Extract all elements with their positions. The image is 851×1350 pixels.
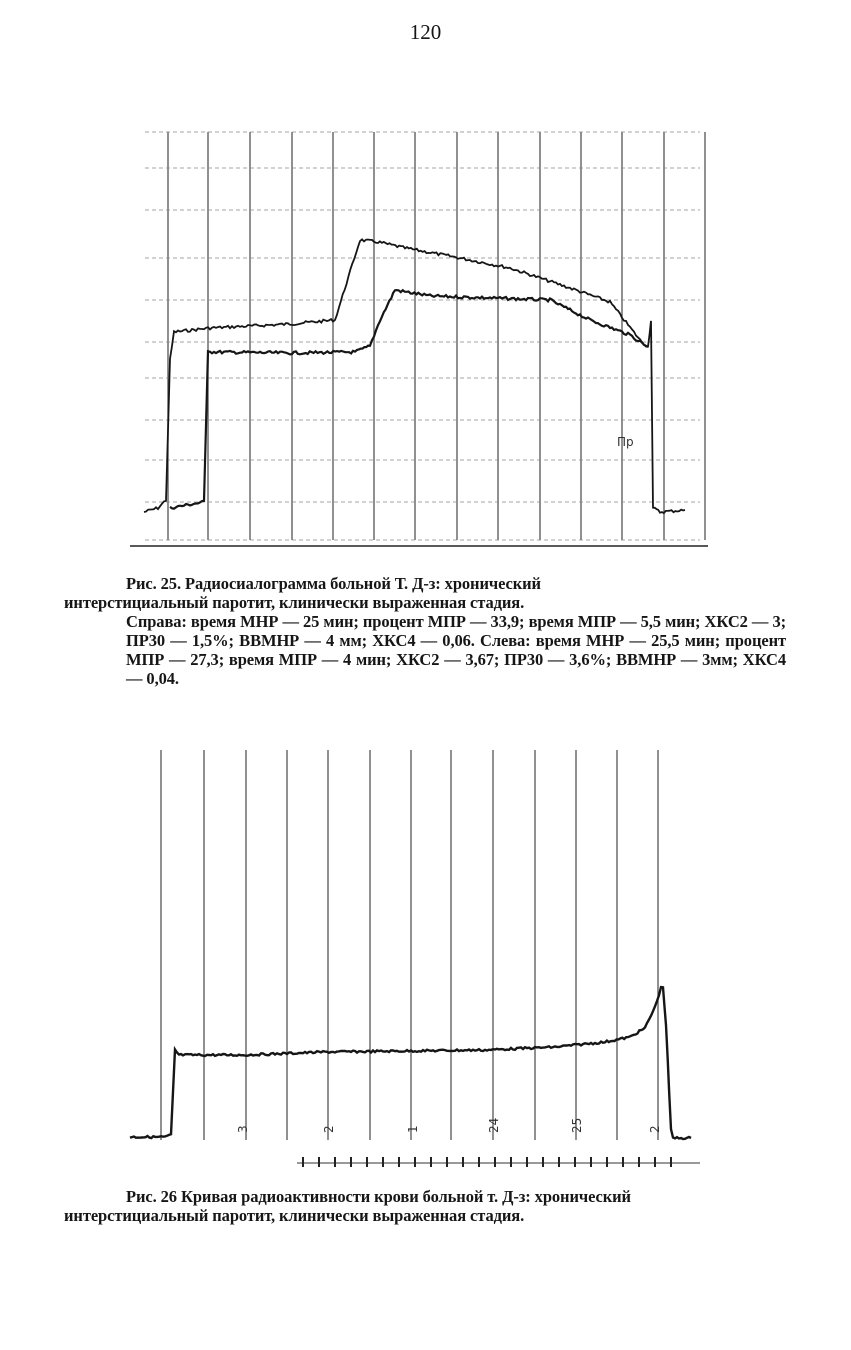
caption-title-continued: интерстициальный паротит, клинически выраженная стадия.: [64, 1206, 525, 1225]
caption-title: Рис. 26 Кривая радиоактивности крови больной т. Д-з: хронический: [126, 1187, 631, 1206]
chart-grid: [161, 750, 700, 1163]
page-number: 120: [409, 20, 442, 44]
chart-grid: [130, 132, 708, 546]
chart-annotation: Пр: [617, 435, 634, 449]
axis-mark-label: 3: [236, 1125, 250, 1133]
blood-radioactivity-chart: [125, 745, 715, 1175]
figure-25-caption: [64, 574, 786, 688]
caption-title: Рис. 25. Радиосиалограмма больной Т. Д-з: хронический: [126, 574, 541, 593]
axis-mark-label: 1: [406, 1125, 420, 1133]
caption-details: Справа: время МНР — 25 мин; процент МПР — 33,9; время МПР — 5,5 мин; ХКС2 — 3; ПР30 — 1,5%; ВВМНР — 4 мм; ХКС4 — 0,06. Слева: время МНР — 25,5 мин; процент МПР — 27,3; время МПР — 4 мин; ХКС2 — 3,67; ПР30 — 3,6%; ВВМНР — 3мм; ХКС4 — 0,04.: [126, 612, 786, 688]
axis-mark-label: 25: [570, 1117, 584, 1133]
axis-mark-label: 24: [487, 1117, 501, 1133]
left-gland-curve: [170, 290, 648, 509]
blood-radioactivity-figure: [125, 745, 715, 1175]
radiosialogram-chart: [130, 110, 710, 560]
figure-26-caption: [64, 1187, 786, 1225]
axis-mark-label: 2: [322, 1125, 336, 1133]
axis-marks: [236, 1118, 671, 1167]
radiosialogram-figure: [130, 110, 710, 560]
axis-mark-label: 2: [648, 1125, 662, 1133]
caption-title-continued: интерстициальный паротит, клинически выраженная стадия.: [64, 593, 525, 612]
